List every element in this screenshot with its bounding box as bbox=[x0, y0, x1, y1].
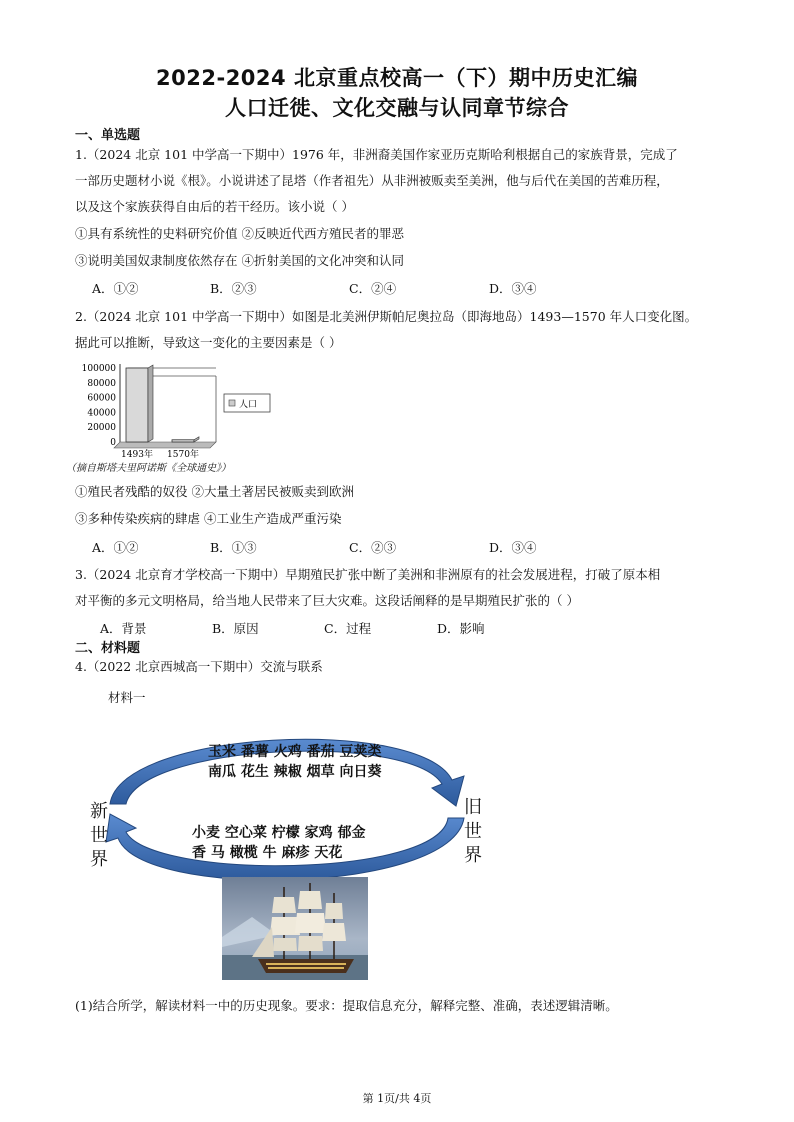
q1-stem-line: 1.（2024 北京 101 中学高一下期中）1976 年，非洲裔美国作家亚历克斯哈利根据自己的家族背景，完成了 bbox=[75, 147, 678, 162]
to-new-world-items-line1: 小麦 空心菜 柠檬 家鸡 郁金 bbox=[192, 825, 366, 841]
y-tick-label: 100000 bbox=[81, 364, 116, 374]
q3-stem-line: 对平衡的多元文明格局，给当地人民带来了巨大灾难。这段话阐释的是早期殖民扩张的（ ） bbox=[75, 593, 579, 608]
q2-stem-line: 据此可以推断，导致这一变化的主要因素是（ ） bbox=[75, 335, 342, 350]
q1-option-a: A．①② bbox=[92, 281, 139, 296]
q3-option-b: B．原因 bbox=[212, 621, 259, 636]
page-title-line1: 2022-2024 北京重点校高一（下）期中历史汇编 bbox=[156, 66, 638, 90]
q1-statement: ③说明美国奴隶制度依然存在 ④折射美国的文化冲突和认同 bbox=[75, 253, 404, 268]
q1-option-b: B．②③ bbox=[210, 281, 257, 296]
section-heading-single-choice: 一、单选题 bbox=[75, 128, 141, 143]
section-heading-material: 二、材料题 bbox=[75, 641, 141, 656]
q2-statement: ③多种传染疾病的肆虐 ④工业生产造成严重污染 bbox=[75, 511, 342, 526]
q4-subquestion-1: (1)结合所学，解读材料一中的历史现象。要求：提取信息充分，解释完整、准确，表述逻辑清晰。 bbox=[75, 998, 618, 1013]
q4-intro: 4.（2022 北京西城高一下期中）交流与联系 bbox=[75, 659, 323, 674]
bar bbox=[172, 440, 194, 442]
sailing-ship-image bbox=[222, 877, 368, 980]
y-tick-label: 20000 bbox=[87, 423, 116, 434]
bar-side bbox=[194, 437, 199, 442]
q3-option-d: D．影响 bbox=[437, 621, 485, 636]
to-new-world-items-line2: 香 马 橄榄 牛 麻疹 天花 bbox=[192, 845, 343, 861]
q2-option-c: C．②③ bbox=[349, 540, 397, 555]
y-tick-label: 40000 bbox=[87, 408, 116, 419]
page-footer: 第 1页/共 4页 bbox=[362, 1092, 432, 1105]
y-tick-label: 80000 bbox=[87, 378, 116, 389]
chart-floor bbox=[114, 442, 216, 448]
legend-swatch bbox=[229, 400, 235, 406]
old-world-label: 旧世界 bbox=[464, 797, 482, 866]
bar-side bbox=[148, 365, 153, 442]
q2-statement: ①殖民者残酷的奴役 ②大量土著居民被贩卖到欧洲 bbox=[75, 484, 354, 499]
material-one-label: 材料一 bbox=[108, 690, 146, 705]
population-chart bbox=[68, 356, 278, 476]
q3-option-c: C．过程 bbox=[324, 621, 372, 636]
q3-stem-line: 3.（2024 北京育才学校高一下期中）早期殖民扩张中断了美洲和非洲原有的社会发展进程，打破了原本相 bbox=[75, 567, 661, 582]
to-old-world-items-line1: 玉米 番薯 火鸡 番茄 豆荚类 bbox=[208, 744, 382, 760]
page-title-line2: 人口迁徙、文化交融与认同章节综合 bbox=[225, 96, 569, 120]
x-tick-label: 1570年 bbox=[167, 450, 199, 460]
legend-label: 人口 bbox=[239, 400, 258, 410]
q1-option-d: D．③④ bbox=[489, 281, 537, 296]
to-old-world-items-line2: 南瓜 花生 辣椒 烟草 向日葵 bbox=[208, 764, 382, 780]
y-tick-label: 60000 bbox=[87, 393, 116, 404]
q2-option-a: A．①② bbox=[92, 540, 139, 555]
q2-option-d: D．③④ bbox=[489, 540, 537, 555]
chart-source-note: （摘自斯塔夫里阿诺斯《全球通史》） bbox=[66, 463, 231, 474]
q2-option-b: B．①③ bbox=[210, 540, 257, 555]
bar bbox=[126, 368, 148, 442]
q3-option-a: A．背景 bbox=[100, 621, 147, 636]
q1-statement: ①具有系统性的史料研究价值 ②反映近代西方殖民者的罪恶 bbox=[75, 226, 404, 241]
y-tick-label: 0 bbox=[110, 438, 116, 448]
q1-option-c: C．②④ bbox=[349, 281, 397, 296]
new-world-label: 新世界 bbox=[90, 801, 108, 870]
q1-stem-line: 一部历史题材小说《根》。小说讲述了昆塔（作者祖先）从非洲被贩卖至美洲，他与后代在美国的苦难历程， bbox=[75, 173, 669, 188]
q2-stem-line: 2.（2024 北京 101 中学高一下期中）如图是北美洲伊斯帕尼奥拉岛（即海地岛）1493—1570 年人口变化图。 bbox=[75, 309, 698, 324]
x-tick-label: 1493年 bbox=[121, 450, 153, 460]
q1-stem-line: 以及这个家族获得自由后的若干经历。该小说（ ） bbox=[75, 199, 354, 214]
